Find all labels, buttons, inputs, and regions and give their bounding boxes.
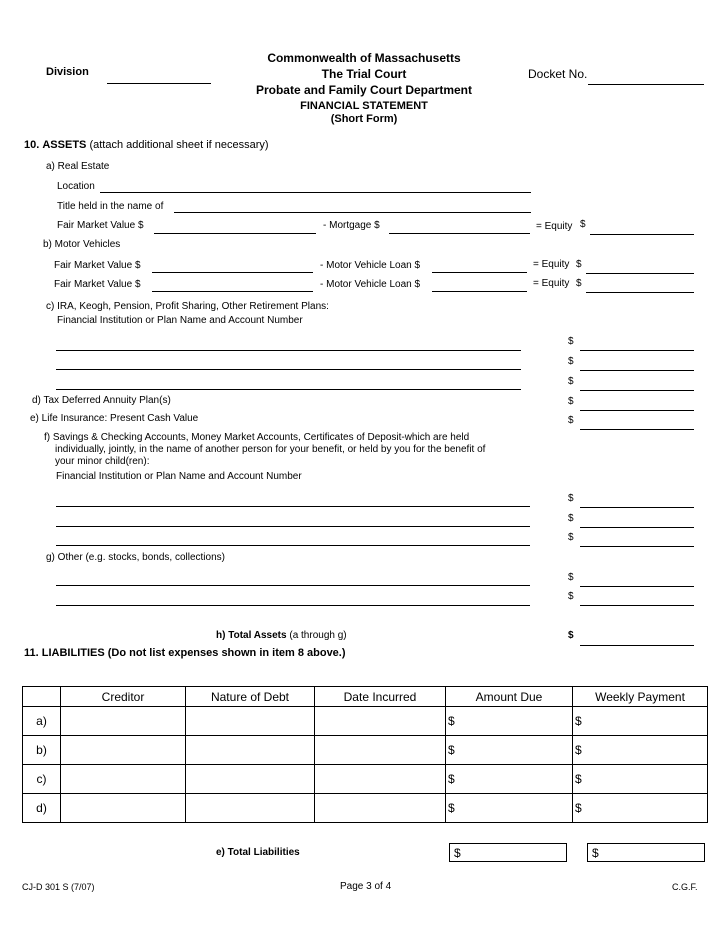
annuity-amount[interactable] — [580, 410, 694, 411]
mv1-equity-label: = Equity — [533, 259, 570, 270]
re-fmv-field[interactable] — [154, 233, 316, 234]
retirement-dollar-3: $ — [568, 376, 574, 387]
retirement-amount-1[interactable] — [580, 350, 694, 351]
date-cell[interactable] — [315, 736, 446, 765]
nature-cell[interactable] — [186, 736, 315, 765]
motor-vehicles-label: b) Motor Vehicles — [43, 239, 121, 250]
mv2-loan-field[interactable] — [432, 291, 527, 292]
mortgage-field[interactable] — [389, 233, 530, 234]
mv2-fmv-label: Fair Market Value $ — [54, 279, 141, 290]
total-assets-amount[interactable] — [580, 645, 694, 646]
table-row — [23, 794, 708, 823]
cgf-label: C.G.F. — [672, 882, 698, 892]
savings-label-1: f) Savings & Checking Accounts, Money Market Accounts, Certificates of Deposit-which are held — [44, 432, 470, 443]
savings-amount-3[interactable] — [580, 546, 694, 547]
creditor-cell[interactable] — [61, 707, 186, 736]
savings-dollar-2: $ — [568, 513, 574, 524]
re-equity-label: = Equity — [536, 221, 573, 232]
savings-amount-1[interactable] — [580, 507, 694, 508]
retirement-line-2[interactable] — [56, 369, 521, 370]
mv1-equity-dollar: $ — [576, 259, 582, 270]
retirement-amount-2[interactable] — [580, 370, 694, 371]
division-field[interactable] — [107, 83, 211, 84]
docket-label: Docket No. — [528, 67, 588, 81]
life-insurance-dollar: $ — [568, 415, 574, 426]
date-cell[interactable] — [315, 794, 446, 823]
retirement-sub-label: Financial Institution or Plan Name and Account Number — [57, 315, 303, 326]
creditor-cell[interactable] — [61, 794, 186, 823]
location-field[interactable] — [100, 192, 531, 193]
col-header-nature: Nature of Debt — [186, 687, 315, 707]
mv1-loan-label: - Motor Vehicle Loan $ — [320, 260, 421, 271]
retirement-line-3[interactable] — [56, 389, 521, 390]
weekly-cell[interactable]: $ — [573, 794, 708, 823]
division-label: Division — [46, 66, 89, 78]
assets-heading: 10. ASSETS (attach additional sheet if necessary) — [24, 139, 269, 151]
total-liabilities-weekly[interactable]: $ — [587, 843, 705, 862]
weekly-cell[interactable]: $ — [573, 707, 708, 736]
mv1-fmv-label: Fair Market Value $ — [54, 260, 141, 271]
savings-amount-2[interactable] — [580, 527, 694, 528]
docket-field[interactable] — [588, 84, 704, 85]
form-title: FINANCIAL STATEMENT — [300, 100, 428, 112]
other-amount-2[interactable] — [580, 605, 694, 606]
row-label: b) — [23, 736, 61, 765]
savings-dollar-3: $ — [568, 532, 574, 543]
other-line-2[interactable] — [56, 605, 530, 606]
court-title: The Trial Court — [321, 67, 407, 81]
nature-cell[interactable] — [186, 707, 315, 736]
location-label: Location — [57, 181, 95, 192]
page-number: Page 3 of 4 — [340, 881, 392, 892]
annuity-dollar: $ — [568, 396, 574, 407]
col-header-amount: Amount Due — [446, 687, 573, 707]
date-cell[interactable] — [315, 765, 446, 794]
savings-line-1[interactable] — [56, 506, 530, 507]
total-assets-dollar: $ — [568, 630, 574, 641]
nature-cell[interactable] — [186, 794, 315, 823]
table-row — [23, 736, 708, 765]
mv2-equity-label: = Equity — [533, 278, 570, 289]
savings-label-3: your minor child(ren): — [55, 456, 150, 467]
life-insurance-label: e) Life Insurance: Present Cash Value — [30, 413, 199, 424]
retirement-dollar-1: $ — [568, 336, 574, 347]
form-id: CJ-D 301 S (7/07) — [22, 882, 95, 892]
life-insurance-amount[interactable] — [580, 429, 694, 430]
weekly-cell[interactable]: $ — [573, 736, 708, 765]
total-liabilities-label: e) Total Liabilities — [216, 847, 300, 858]
row-label: c) — [23, 765, 61, 794]
mv2-equity-field[interactable] — [586, 292, 694, 293]
mv2-equity-dollar: $ — [576, 278, 582, 289]
department-name: Probate and Family Court Department — [255, 83, 473, 97]
real-estate-label: a) Real Estate — [46, 161, 110, 172]
date-cell[interactable] — [315, 707, 446, 736]
other-dollar-2: $ — [568, 591, 574, 602]
liabilities-table — [22, 686, 708, 823]
title-held-label: Title held in the name of — [57, 201, 164, 212]
savings-dollar-1: $ — [568, 493, 574, 504]
savings-label-2: individually, jointly, in the name of another person for your benefit, or held by you for the benefit of — [55, 444, 486, 455]
other-dollar-1: $ — [568, 572, 574, 583]
table-row — [23, 765, 708, 794]
amount-cell[interactable]: $ — [446, 794, 573, 823]
weekly-cell[interactable]: $ — [573, 765, 708, 794]
re-equity-field[interactable] — [590, 234, 694, 235]
mv2-fmv-field[interactable] — [152, 291, 313, 292]
col-header-label — [23, 687, 61, 707]
liabilities-heading: 11. LIABILITIES (Do not list expenses shown in item 8 above.) — [24, 647, 346, 659]
mv2-loan-label: - Motor Vehicle Loan $ — [320, 279, 421, 290]
nature-cell[interactable] — [186, 765, 315, 794]
total-liabilities-amount[interactable]: $ — [449, 843, 567, 862]
col-header-weekly: Weekly Payment — [573, 687, 708, 707]
mortgage-label: - Mortgage $ — [323, 220, 380, 231]
re-fmv-label: Fair Market Value $ — [57, 220, 144, 231]
row-label: d) — [23, 794, 61, 823]
mv1-loan-field[interactable] — [432, 272, 527, 273]
table-row — [23, 707, 708, 736]
form-subtitle: (Short Form) — [330, 113, 398, 125]
amount-cell[interactable]: $ — [446, 736, 573, 765]
amount-cell[interactable]: $ — [446, 765, 573, 794]
savings-line-3[interactable] — [56, 545, 530, 546]
retirement-amount-3[interactable] — [580, 390, 694, 391]
row-label: a) — [23, 707, 61, 736]
col-header-date: Date Incurred — [315, 687, 446, 707]
other-amount-1[interactable] — [580, 586, 694, 587]
amount-cell[interactable]: $ — [446, 707, 573, 736]
retirement-label: c) IRA, Keogh, Pension, Profit Sharing, Other Retirement Plans: — [46, 301, 329, 312]
annuity-label: d) Tax Deferred Annuity Plan(s) — [32, 395, 171, 406]
mv1-equity-field[interactable] — [586, 273, 694, 274]
retirement-dollar-2: $ — [568, 356, 574, 367]
retirement-line-1[interactable] — [56, 350, 521, 351]
other-line-1[interactable] — [56, 585, 530, 586]
re-equity-dollar: $ — [580, 219, 586, 230]
liabilities-header-row — [23, 687, 708, 707]
total-assets-label: h) Total Assets (a through g) — [216, 630, 347, 641]
savings-sub-label: Financial Institution or Plan Name and Account Number — [56, 471, 302, 482]
creditor-cell[interactable] — [61, 736, 186, 765]
mv1-fmv-field[interactable] — [152, 272, 313, 273]
savings-line-2[interactable] — [56, 526, 530, 527]
col-header-creditor: Creditor — [61, 687, 186, 707]
other-assets-label: g) Other (e.g. stocks, bonds, collections) — [46, 552, 225, 563]
court-name: Commonwealth of Massachusetts — [267, 51, 461, 65]
title-held-field[interactable] — [174, 212, 531, 213]
creditor-cell[interactable] — [61, 765, 186, 794]
